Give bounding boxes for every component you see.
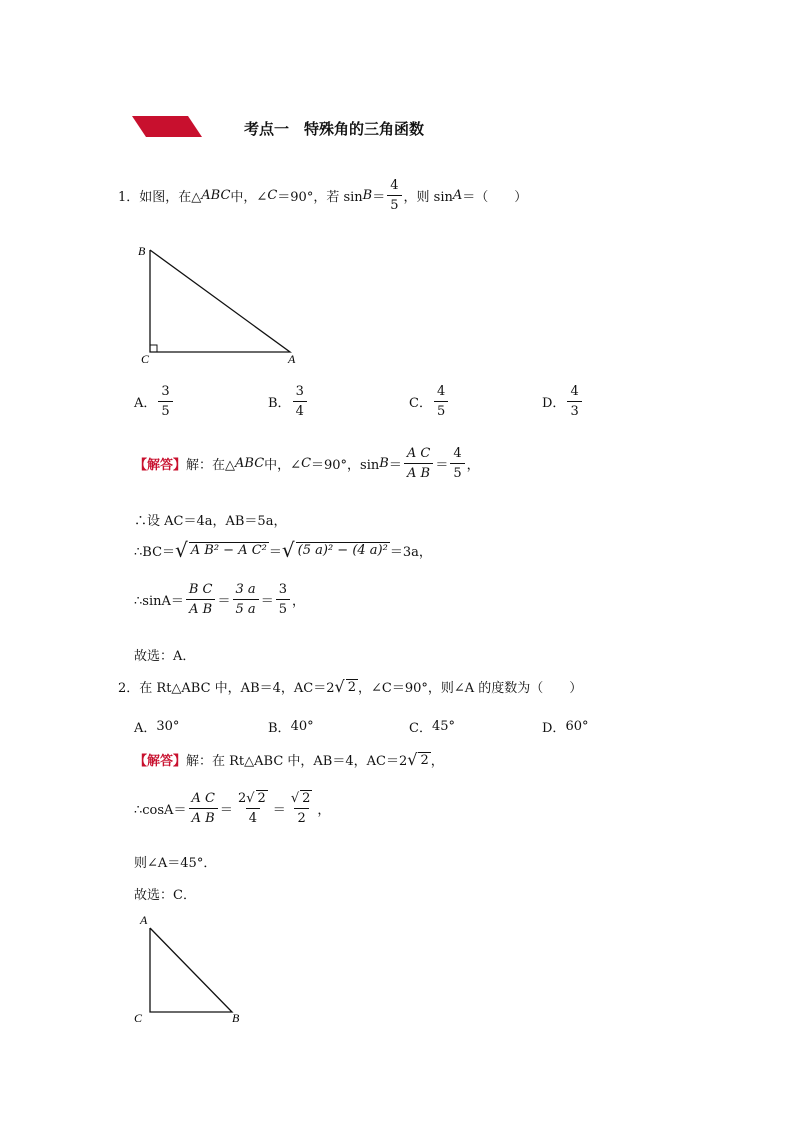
q2-label-A: A (140, 913, 148, 927)
q2-option-a[interactable]: A． 30° (134, 719, 180, 736)
q2-triangle-figure (132, 910, 252, 1030)
q2-option-c[interactable]: C． 45° (409, 719, 455, 736)
q2-option-d[interactable]: D． 60° (542, 719, 589, 736)
q2-solution-line3: 则∠A＝45°． (134, 856, 217, 871)
q2-answer: 故选：C． (134, 888, 196, 903)
q2-option-b[interactable]: B． 40° (268, 719, 314, 736)
q1-triangle-figure (134, 240, 304, 370)
q1-stem-fraction: $\frac{4}{5}$ (387, 178, 401, 213)
q1-label-B: B (138, 244, 146, 258)
section-banner-icon (132, 116, 204, 138)
q1-option-a[interactable]: A． $\frac{3}{5}$ (134, 384, 175, 419)
q2-label-C: C (134, 1011, 143, 1025)
q1-solution-line1: 【解答】 解：在△ ABC 中，∠ C ＝90°，sin B ＝ $\frac{\text{A C}}{\text{A B}}$ ＝ $\frac{4}{5}$ ， (134, 446, 480, 481)
section-title: 考点一 特殊角的三角函数 (244, 120, 425, 138)
q1-answer: 故选：A． (134, 649, 196, 664)
q1-solution-line4: ∴sinA＝ $\frac{\text{B C}}{\text{A B}}$ ＝ $\frac{3 a}{5 a}$ ＝ $\frac{3}{5}$ ， (134, 582, 305, 617)
q1-solution-line2: ∴设 AC＝4a，AB＝5a， (134, 514, 287, 529)
q1-stem: 1． 如图，在△ ABC 中，∠ C ＝90°，若 sin B ＝ $\frac{4}{5}$ ，则 sin A ＝（ ） (118, 178, 528, 213)
q1-label-C: C (141, 352, 150, 366)
q1-option-c[interactable]: C． $\frac{4}{5}$ (409, 384, 450, 419)
q1-option-b[interactable]: B． $\frac{3}{4}$ (268, 384, 309, 419)
q2-solution-line2: ∴cosA＝ $\frac{\text{A C}}{\text{A B}}$ ＝ $\frac{2√ 2}{4}$ ＝ $\frac{√ 2}{2}$ ， (134, 790, 331, 826)
q2-stem: 2． 在 Rt△ABC 中，AB＝4，AC＝2 √ 2 ，∠C＝90°，则∠A 的度数为（ ） (118, 676, 583, 696)
q2-label-B: B (232, 1011, 240, 1025)
q1-solution-line3: ∴BC＝ √ A B² − A C² ＝ √ (5 a)² − (4 a)² ＝3a， (134, 538, 432, 562)
q1-label-A: A (288, 352, 296, 366)
q1-option-d[interactable]: D． $\frac{4}{3}$ (542, 384, 584, 419)
q2-solution-line1: 【解答】 解：在 Rt△ABC 中，AB＝4，AC＝2 √ 2 ， (134, 749, 444, 769)
